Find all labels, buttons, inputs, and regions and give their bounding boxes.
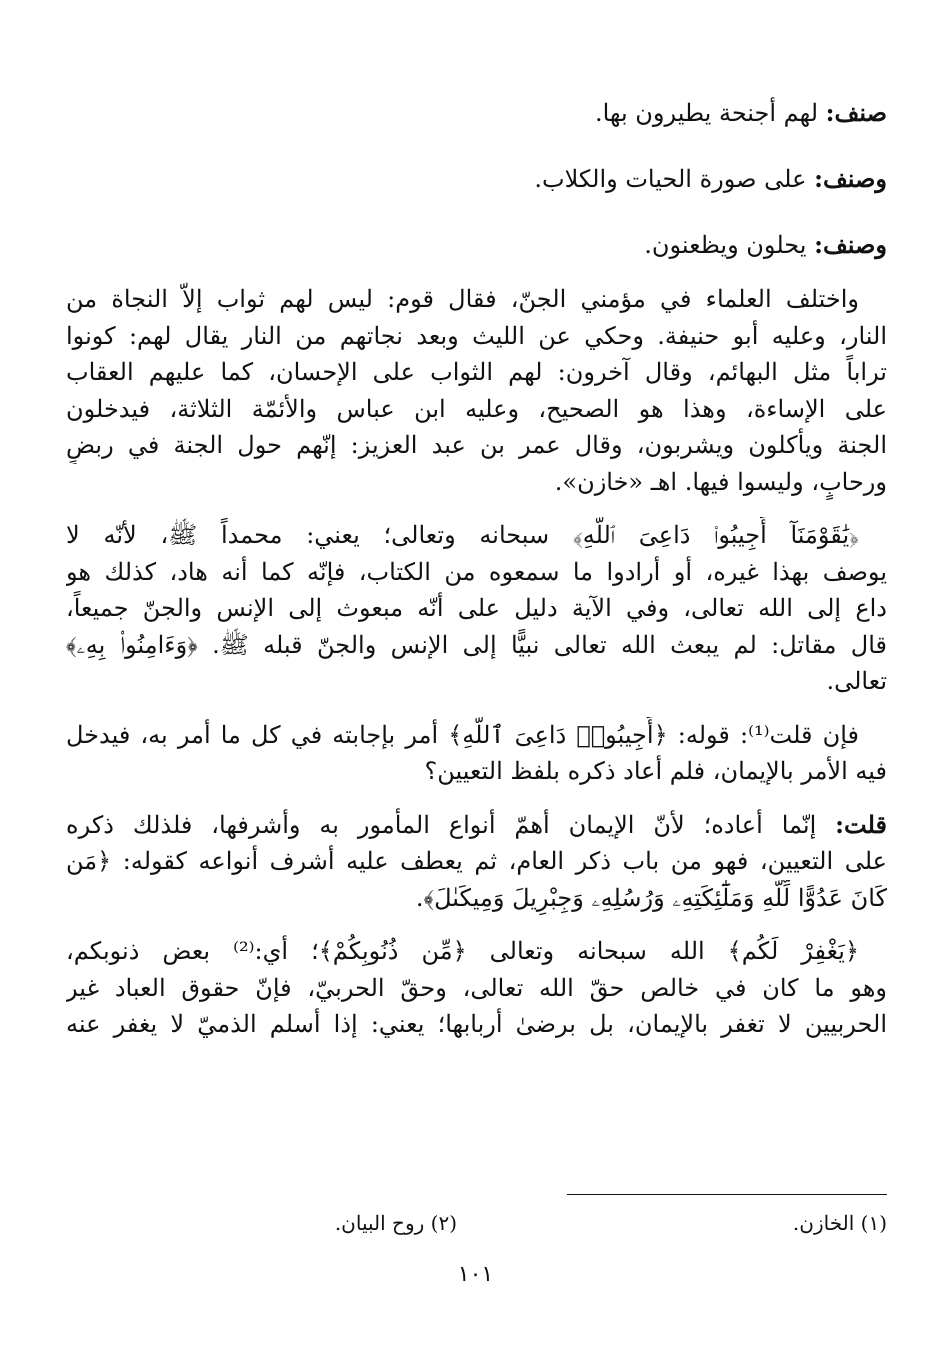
- text-line: تراباً مثل البهائم، وقال آخرون: لهم الثواب على الإحسان، كما عليهم العقاب: [66, 358, 887, 386]
- footnotes: [66, 1208, 887, 1238]
- line-label: صنف:: [825, 98, 887, 127]
- text-line: ﴿يَغْفِرْ لَكُم﴾ الله سبحانه وتعالى ﴿مِّن ذُنُوبِكُمْ﴾؛ أي:⁽²⁾ بعض ذنوبكم،: [66, 937, 860, 965]
- text-line: [66, 226, 887, 264]
- paragraph-jinn-reward: [66, 281, 887, 500]
- line-label: وصنف:: [814, 164, 887, 193]
- text-line: تعالى.: [826, 667, 887, 695]
- text-line: الجنة ويأكلون ويشربون، وقال عمر بن عبد العزيز: إنّهم حول الجنة في ربضٍ: [66, 431, 887, 459]
- line-label: وصنف:: [814, 230, 887, 259]
- text-line: على الإساءة، وهذا هو الصحيح، وعليه ابن عباس والأئمّة الثلاثة، فيدخلون: [66, 394, 887, 423]
- text-line: ورحابٍ، وليسوا فيها. اهـ «خازن».: [554, 467, 887, 496]
- footnote-1: (١) الخازن.: [792, 1211, 887, 1235]
- text-line: واختلف العلماء في مؤمني الجنّ، فقال قوم: ليس لهم ثواب إلاّ النجاة من: [66, 285, 859, 313]
- paragraph-answer: [66, 807, 887, 917]
- text-line: ﴿يَٰقَوْمَنَآ أَجِيبُوا۟ دَاعِىَ ٱللَّهِ﴾ سبحانه وتعالى؛ يعني: محمداً ﷺ، لأنّه لا: [66, 521, 859, 549]
- text-line: الحربيين لا تغفر بالإيمان، بل برضىٰ أربابها؛ يعني: إذا أسلم الذميّ لا يغفر عنه: [66, 1010, 887, 1038]
- text-line: كَانَ عَدُوًّا لِّلَّهِ وَمَلَٰٓئِكَتِهِۦ وَرُسُلِهِۦ وَجِبْرِيلَ وَمِيكَىٰلَ﴾.: [415, 883, 887, 912]
- text-line: على التعيين، فهو من باب ذكر العام، ثم يعطف عليه أشرف أنواعه كقوله: ﴿مَن: [66, 847, 887, 875]
- page-number: ١٠١: [457, 1262, 494, 1287]
- text-line: يوصف بهذا غيره، أو أرادوا ما سمعوه من الكتاب، فإنّه كما أنه هاد، كذلك هو: [66, 557, 887, 586]
- paragraph-question: [66, 717, 887, 790]
- line-text: يحلون ويظعنون.: [644, 231, 807, 259]
- answer-label: قلت:: [835, 809, 887, 839]
- footnote-divider: [567, 1194, 887, 1195]
- paragraph-forgiveness: [66, 933, 887, 1043]
- footnote-2: (٢) روح البيان.: [334, 1211, 457, 1235]
- text-line: النار، وعليه أبو حنيفة. وحكي عن الليث وبعد نجاتهم من النار يقال لهم: كونوا: [66, 321, 887, 350]
- line-text: إنّما أعاده؛ لأنّ الإيمان أهمّ أنواع المأمور به وأشرفها، فلذلك ذكره: [66, 810, 817, 839]
- text-line: [66, 807, 887, 844]
- paragraph-verse-caller: [66, 517, 887, 700]
- line-text: على صورة الحيات والكلاب.: [534, 165, 807, 193]
- text-line: فيه الأمر بالإيمان، فلم أعاد ذكره بلفظ التعيين؟: [424, 757, 887, 785]
- text-line: داع إلى الله تعالى، وفي الآية دليل على أنّه مبعوث إلى الإنس والجنّ جميعاً،: [66, 594, 887, 622]
- text-line: وهو ما كان في خالص حقّ الله تعالى، وحقّ الحربيّ، فإنّ حقوق العباد غير: [66, 973, 887, 1002]
- line-text: لهم أجنحة يطيرون بها.: [594, 99, 819, 127]
- text-line: فإن قلت⁽¹⁾: قوله: ﴿أَجِيبُوا۟ دَاعِىَ ٱللَّهِ﴾ أمر بإجابته في كل ما أمر به، فيدخل: [66, 720, 860, 749]
- text-line: قال مقاتل: لم يبعث الله تعالى نبيًّا إلى الإنس والجنّ قبله ﷺ. ﴿وَءَامِنُوا۟ بِهِۦ﴾: [66, 630, 887, 659]
- text-line: [66, 160, 887, 198]
- text-line: [66, 94, 887, 132]
